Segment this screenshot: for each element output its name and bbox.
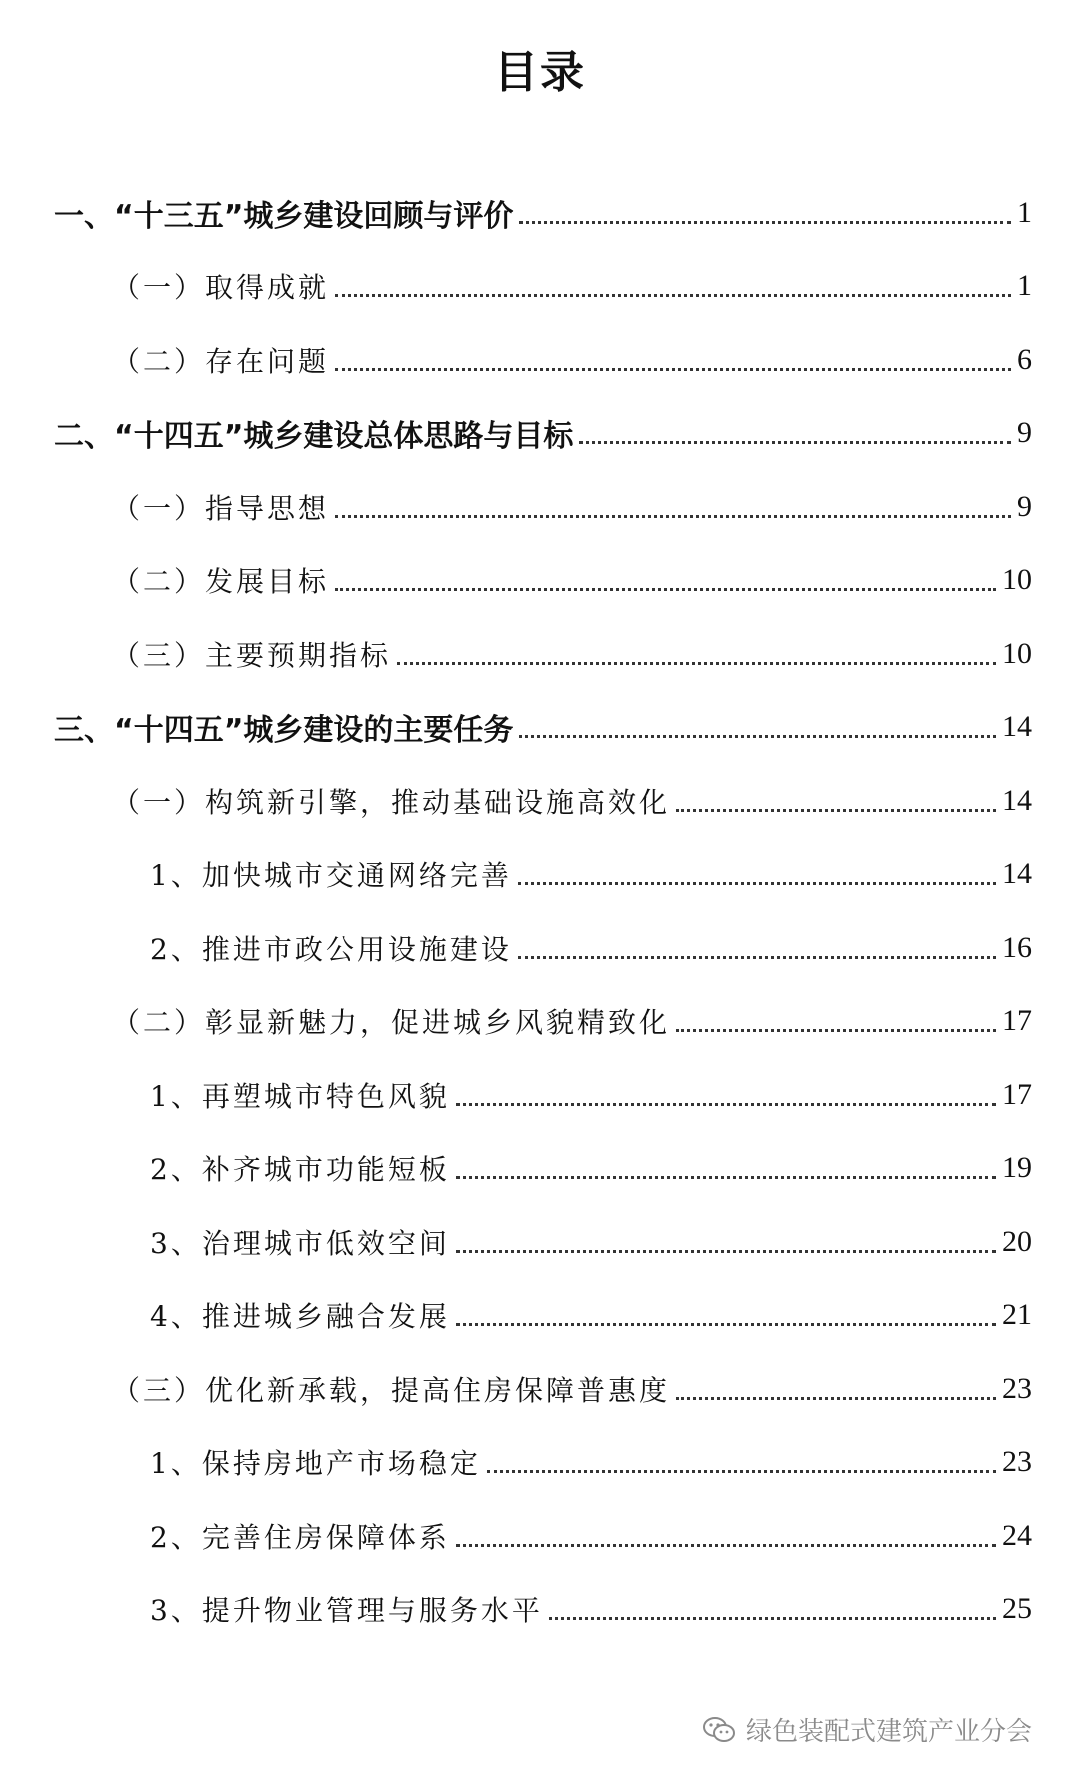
- table-of-contents: [0, 176, 1080, 1646]
- toc-entry-label: 1、保持房地产市场稳定: [150, 1447, 481, 1481]
- toc-entry-page-number: 9: [1017, 489, 1032, 523]
- toc-entry-page-number: 25: [1002, 1592, 1032, 1626]
- toc-entry[interactable]: [0, 323, 1080, 397]
- toc-dot-leader: [335, 515, 1011, 518]
- toc-entry-page-number: 9: [1017, 416, 1032, 450]
- toc-entry-page-number: 16: [1002, 930, 1032, 964]
- toc-entry-page-number: 14: [1002, 783, 1032, 817]
- toc-dot-leader: [519, 735, 996, 738]
- toc-entry-page-number: 17: [1002, 1004, 1032, 1038]
- toc-entry-label: 1、加快城市交通网络完善: [150, 859, 512, 893]
- toc-entry-page-number: 1: [1017, 269, 1032, 303]
- toc-entry[interactable]: [0, 617, 1080, 691]
- toc-dot-leader: [579, 441, 1011, 444]
- toc-entry[interactable]: [0, 397, 1080, 471]
- toc-dot-leader: [518, 882, 996, 885]
- watermark: [694, 1707, 1040, 1752]
- toc-entry-page-number: 24: [1002, 1518, 1032, 1552]
- toc-entry-label: 2、完善住房保障体系: [150, 1520, 450, 1554]
- toc-dot-leader: [676, 1397, 996, 1400]
- toc-entry[interactable]: [0, 1573, 1080, 1647]
- toc-entry-label: （二）发展目标: [112, 565, 330, 599]
- toc-entry[interactable]: [0, 470, 1080, 544]
- toc-dot-leader: [456, 1176, 996, 1179]
- toc-entry-page-number: 6: [1017, 342, 1032, 376]
- toc-entry[interactable]: [0, 250, 1080, 324]
- toc-entry[interactable]: [0, 764, 1080, 838]
- toc-dot-leader: [456, 1250, 996, 1253]
- toc-entry-label: 一、“十三五”城乡建设回顾与评价: [54, 198, 514, 234]
- toc-dot-leader: [456, 1103, 996, 1106]
- toc-entry-page-number: 23: [1002, 1445, 1032, 1479]
- toc-entry-page-number: 17: [1002, 1077, 1032, 1111]
- toc-entry-label: 4、推进城乡融合发展: [150, 1300, 450, 1334]
- toc-entry[interactable]: [0, 1499, 1080, 1573]
- toc-dot-leader: [456, 1544, 996, 1547]
- toc-dot-leader: [335, 368, 1011, 371]
- toc-entry-label: 三、“十四五”城乡建设的主要任务: [54, 713, 514, 749]
- toc-entry-page-number: 23: [1002, 1371, 1032, 1405]
- toc-dot-leader: [456, 1323, 996, 1326]
- toc-dot-leader: [676, 1029, 996, 1032]
- toc-entry-label: （二）彰显新魅力，促进城乡风貌精致化: [112, 1006, 671, 1040]
- toc-entry[interactable]: [0, 1352, 1080, 1426]
- toc-entry-label: 二、“十四五”城乡建设总体思路与目标: [54, 419, 574, 455]
- toc-entry-label: 2、补齐城市功能短板: [150, 1153, 450, 1187]
- toc-entry-label: 1、再塑城市特色风貌: [150, 1079, 450, 1113]
- toc-entry-label: 3、提升物业管理与服务水平: [150, 1594, 543, 1628]
- toc-dot-leader: [518, 956, 996, 959]
- toc-dot-leader: [676, 809, 996, 812]
- toc-entry-page-number: 20: [1002, 1224, 1032, 1258]
- toc-entry[interactable]: [0, 838, 1080, 912]
- toc-entry[interactable]: [0, 1132, 1080, 1206]
- toc-entry-page-number: 1: [1017, 195, 1032, 229]
- watermark-text: 绿色装配式建筑产业分会: [745, 1717, 1032, 1747]
- toc-entry-page-number: 19: [1002, 1151, 1032, 1185]
- page-title: 目录: [494, 47, 586, 98]
- toc-entry[interactable]: [0, 691, 1080, 765]
- toc-dot-leader: [487, 1470, 996, 1473]
- toc-dot-leader: [549, 1617, 996, 1620]
- toc-entry[interactable]: [0, 1058, 1080, 1132]
- toc-entry-label: （二）存在问题: [112, 344, 330, 378]
- toc-entry-label: （一）指导思想: [112, 491, 330, 525]
- toc-entry[interactable]: [0, 911, 1080, 985]
- toc-entry-label: （三）主要预期指标: [112, 638, 392, 672]
- toc-entry[interactable]: [0, 544, 1080, 618]
- toc-entry-label: 2、推进市政公用设施建设: [150, 932, 512, 966]
- toc-entry[interactable]: [0, 176, 1080, 250]
- toc-entry-label: （一）取得成就: [112, 271, 330, 305]
- toc-entry-page-number: 14: [1002, 857, 1032, 891]
- toc-dot-leader: [519, 221, 1011, 224]
- toc-entry[interactable]: [0, 1279, 1080, 1353]
- toc-dot-leader: [335, 294, 1011, 297]
- toc-entry-page-number: 14: [1002, 710, 1032, 744]
- toc-dot-leader: [397, 662, 996, 665]
- toc-entry-label: 3、治理城市低效空间: [150, 1226, 450, 1260]
- toc-dot-leader: [335, 588, 996, 591]
- toc-entry[interactable]: [0, 1205, 1080, 1279]
- toc-entry-page-number: 10: [1002, 636, 1032, 670]
- toc-entry-label: （一）构筑新引擎，推动基础设施高效化: [112, 785, 671, 819]
- toc-entry-page-number: 10: [1002, 563, 1032, 597]
- toc-entry[interactable]: [0, 985, 1080, 1059]
- wechat-icon: [702, 1715, 736, 1745]
- toc-entry[interactable]: [0, 1426, 1080, 1500]
- toc-entry-page-number: 21: [1002, 1298, 1032, 1332]
- toc-entry-label: （三）优化新承载，提高住房保障普惠度: [112, 1373, 671, 1407]
